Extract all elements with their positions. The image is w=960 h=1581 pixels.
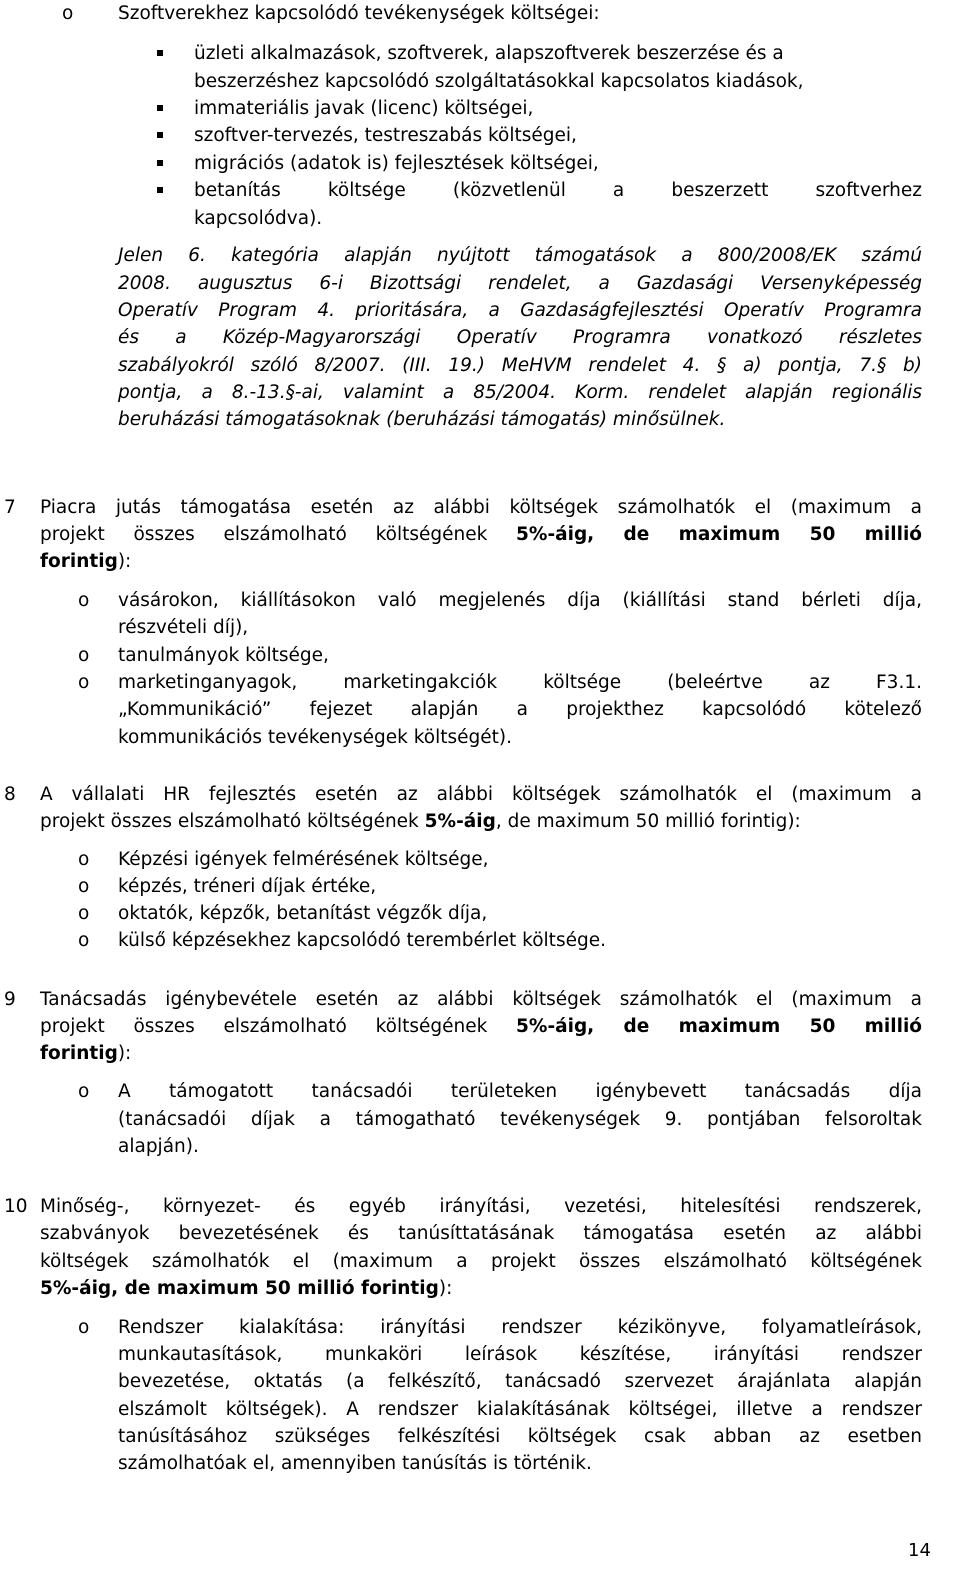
list-marker: o <box>62 3 74 24</box>
square-bullet-icon <box>157 187 163 193</box>
section-line: projekt összes elszámolható költségének 5%-áig, de maximum 50 millió <box>40 1016 922 1037</box>
list-item-continuation: „Kommunikáció” fejezet alapján a projekthez kapcsolódó kötelező <box>118 699 922 720</box>
list-marker: o <box>78 849 90 870</box>
list-item: marketinganyagok, marketingakciók költsége (beleértve az F3.1. <box>118 672 922 693</box>
section-line: Piacra jutás támogatása esetén az alábbi költségek számolhatók el (maximum a <box>40 497 922 518</box>
list-item-continuation: elszámolt költségek). A rendszer kialakításának költségei, illetve a rendszer <box>118 1399 922 1420</box>
list-marker: o <box>78 590 90 611</box>
list-item-continuation: bevezetése, oktatás (a felkészítő, tanácsadó szervezet árajánlata alapján <box>118 1371 922 1392</box>
section-title: Szoftverekhez kapcsolódó tevékenységek költségei: <box>118 3 600 24</box>
section-line: forintig): <box>40 551 132 572</box>
list-item-continuation: kommunikációs tevékenységek költségét). <box>118 727 512 748</box>
square-bullet-icon <box>157 50 163 56</box>
square-bullet-icon <box>157 160 163 166</box>
section-line: Minőség-, környezet- és egyéb irányítási, vezetési, hitelesítési rendszerek, <box>40 1196 922 1217</box>
section-line: forintig): <box>40 1043 132 1064</box>
list-item: oktatók, képzők, betanítást végzők díja, <box>118 903 488 924</box>
section-number: 7 <box>4 497 16 518</box>
section-number: 9 <box>4 989 16 1010</box>
square-bullet-icon <box>157 105 163 111</box>
list-item-continuation: részvételi díj), <box>118 617 249 638</box>
list-item-continuation: kapcsolódva). <box>194 208 323 229</box>
section-line: projekt összes elszámolható költségének 5%-áig, de maximum 50 millió forintig): <box>40 811 801 832</box>
list-marker: o <box>78 672 90 693</box>
section-number: 10 <box>4 1196 28 1217</box>
list-item: immateriális javak (licenc) költségei, <box>194 98 534 119</box>
list-item: Képzési igények felmérésének költsége, <box>118 849 489 870</box>
note-line: Jelen 6. kategória alapján nyújtott támogatások a 800/2008/EK számú <box>118 245 922 266</box>
note-line: pontja, a 8.-13.§-ai, valamint a 85/2004. Korm. rendelet alapján regionális <box>118 382 922 403</box>
list-marker: o <box>78 645 90 666</box>
section-line: költségek számolhatók el (maximum a projekt összes elszámolható költségének <box>40 1251 922 1272</box>
list-item: tanulmányok költsége, <box>118 645 329 666</box>
list-item-continuation: tanúsításához szükséges felkészítési költségek csak abban az esetben <box>118 1426 922 1447</box>
list-item-continuation: alapján). <box>118 1136 199 1157</box>
list-item-continuation: munkautasítások, munkaköri leírások készítése, irányítási rendszer <box>118 1344 922 1365</box>
note-line: és a Közép-Magyarországi Operatív Programra vonatkozó részletes <box>118 327 922 348</box>
section-line: projekt összes elszámolható költségének 5%-áig, de maximum 50 millió <box>40 524 922 545</box>
list-item: képzés, tréneri díjak értéke, <box>118 876 377 897</box>
list-marker: o <box>78 1081 90 1102</box>
note-line: szabályokról szóló 8/2007. (III. 19.) MeHVM rendelet 4. § a) pontja, 7.§ b) <box>118 355 922 376</box>
section-line: 5%-áig, de maximum 50 millió forintig): <box>40 1278 453 1299</box>
list-marker: o <box>78 1317 90 1338</box>
list-item: vásárokon, kiállításokon való megjelenés díja (kiállítási stand bérleti díja, <box>118 590 922 611</box>
section-line: A vállalati HR fejlesztés esetén az alábbi költségek számolhatók el (maximum a <box>40 784 922 805</box>
list-item: külső képzésekhez kapcsolódó terembérlet költsége. <box>118 930 606 951</box>
section-number: 8 <box>4 784 16 805</box>
list-item: szoftver-tervezés, testreszabás költségei, <box>194 125 577 146</box>
list-marker: o <box>78 876 90 897</box>
list-item: A támogatott tanácsadói területeken igénybevett tanácsadás díja <box>118 1081 922 1102</box>
list-item: migrációs (adatok is) fejlesztések költségei, <box>194 153 599 174</box>
section-line: Tanácsadás igénybevétele esetén az alábbi költségek számolhatók el (maximum a <box>40 989 922 1010</box>
list-item: Rendszer kialakítása: irányítási rendszer kézikönyve, folyamatleírások, <box>118 1317 922 1338</box>
note-line: 2008. augusztus 6-i Bizottsági rendelet, a Gazdasági Versenyképesség <box>118 273 922 294</box>
list-item-continuation: számolhatóak el, amennyiben tanúsítás is történik. <box>118 1453 592 1474</box>
list-item: betanítás költsége (közvetlenül a beszerzett szoftverhez <box>194 180 922 201</box>
list-marker: o <box>78 903 90 924</box>
list-marker: o <box>78 930 90 951</box>
page-number: 14 <box>908 1540 931 1561</box>
note-line: Operatív Program 4. prioritására, a Gazdaságfejlesztési Operatív Programra <box>118 300 922 321</box>
list-item: üzleti alkalmazások, szoftverek, alapszoftverek beszerzése és a beszerzéshez kapcsolódó szolgáltatásokkal kapcsolatos kiadások, <box>194 43 804 92</box>
square-bullet-icon <box>157 132 163 138</box>
note-line: beruházási támogatásoknak (beruházási támogatás) minősülnek. <box>118 409 726 430</box>
list-item-continuation: (tanácsadói díjak a támogatható tevékenységek 9. pontjában felsoroltak <box>118 1109 922 1130</box>
section-line: szabványok bevezetésének és tanúsíttatásának támogatása esetén az alábbi <box>40 1223 922 1244</box>
